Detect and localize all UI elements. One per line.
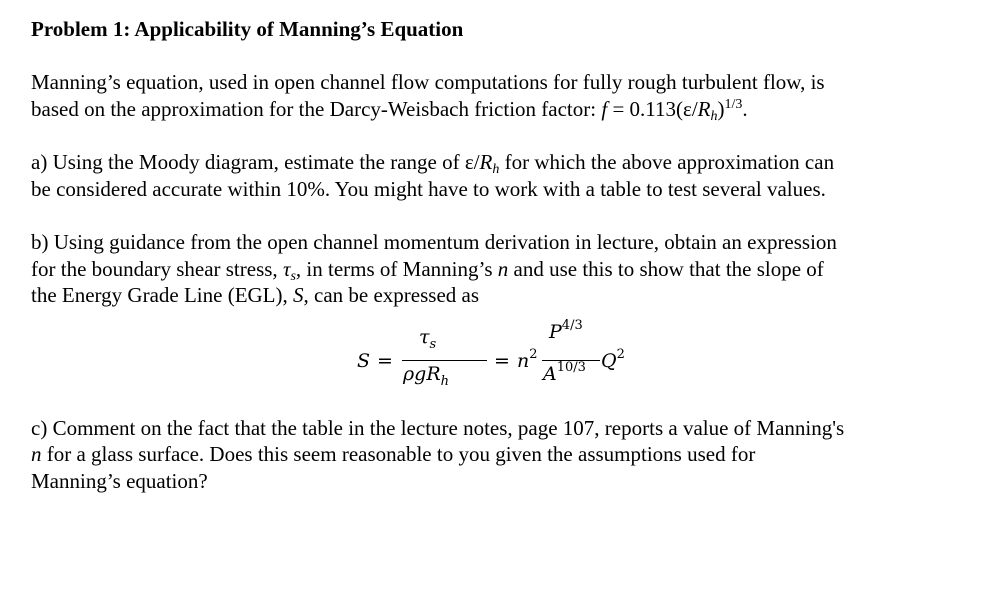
egl-slope-equation: [31, 319, 961, 415]
part-b-line-3-prefix: the Energy Grade Line (EGL),: [31, 283, 294, 307]
part-b-line-2-mid: , in terms of Manning’s: [295, 256, 498, 281]
part-a-rest: for which the above approximation can: [499, 150, 835, 174]
eq-n: n: [517, 349, 530, 372]
part-c-line-2: [31, 441, 961, 468]
eq-equals-1: =: [377, 349, 393, 372]
part-b-line-2-rest: and use this to show that the slope of: [508, 256, 824, 281]
eq-A: A: [543, 362, 557, 385]
hydraulic-radius-subscript: h: [710, 108, 718, 124]
eq-numerator-2: [549, 317, 583, 343]
part-b-S-symbol: S: [293, 283, 304, 307]
eq-g: g: [414, 362, 427, 385]
part-a-prefix: a) Using the Moody diagram, estimate the range of ε/: [31, 150, 480, 174]
eq-denominator-1: [403, 362, 450, 389]
part-a-h-subscript: h: [492, 162, 500, 177]
eq-n-exponent: 2: [529, 346, 538, 362]
part-b-tau-subscript: s: [290, 268, 296, 284]
formula-period: .: [742, 96, 748, 121]
part-c-paragraph: [31, 415, 961, 495]
eq-tau-subscript: s: [429, 336, 437, 352]
eq-fraction-bar-1: [402, 360, 487, 361]
part-c-line-3: Manning’s equation?: [31, 468, 208, 493]
part-b-line-2: [31, 256, 961, 283]
eq-denominator-2: [543, 359, 586, 385]
part-b-n-symbol: n: [497, 256, 509, 281]
eq-Q-squared: [601, 346, 625, 372]
part-c-n-symbol: n: [31, 442, 42, 466]
eq-A-exponent: 10/3: [556, 359, 586, 375]
intro-paragraph: [31, 69, 961, 122]
part-b-line-1: b) Using guidance from the open channel momentum derivation in lecture, obtain an expression: [31, 230, 837, 254]
formula-close: ): [717, 96, 725, 121]
part-b-tau-symbol: τ: [282, 256, 291, 281]
eq-Q-exponent: 2: [616, 346, 625, 362]
eq-rho: ρ: [403, 362, 415, 385]
eq-Q: Q: [601, 349, 617, 372]
part-c-line-1: c) Comment on the fact that the table in the lecture notes, page 107, reports a value of Manning's: [31, 415, 845, 440]
part-c-line-2-rest: for a glass surface. Does this seem reasonable to you given the assumptions used for: [41, 442, 756, 466]
eq-tau: τ: [419, 325, 430, 348]
part-a-paragraph: [31, 149, 961, 202]
formula-exponent: 1/3: [724, 96, 743, 112]
part-b-line-3: [31, 282, 961, 309]
intro-line-2: [31, 96, 961, 123]
part-a-line-1: [31, 149, 961, 176]
problem-title: Problem 1: Applicability of Manning’s Equation: [31, 17, 464, 41]
intro-line-1: Manning’s equation, used in open channel flow computations for fully rough turbulent flow, is: [31, 70, 825, 94]
eq-R: R: [426, 362, 441, 385]
part-a-line-2: be considered accurate within 10%. You might have to work with a table to test several values.: [31, 176, 826, 201]
intro-line-2-text: based on the approximation for the Darcy-Weisbach friction factor:: [31, 96, 602, 121]
eq-S: S: [357, 349, 371, 372]
eq-R-subscript: h: [440, 373, 450, 389]
part-b-line-2-prefix: for the boundary shear stress,: [31, 256, 283, 281]
eq-tau-numerator: [419, 325, 437, 352]
eq-P: P: [549, 320, 562, 343]
part-b-line-3-rest: , can be expressed as: [303, 283, 480, 307]
part-b-paragraph: [31, 229, 961, 309]
formula-middle: = 0.113(ε/: [607, 96, 698, 121]
part-a-R-symbol: R: [479, 150, 493, 174]
document-page: [31, 15, 961, 494]
friction-factor-symbol: f: [601, 96, 608, 121]
eq-equals-2: =: [494, 349, 510, 372]
eq-n-squared: [517, 346, 538, 372]
eq-P-exponent: 4/3: [561, 317, 583, 333]
hydraulic-radius-symbol: R: [697, 96, 711, 121]
